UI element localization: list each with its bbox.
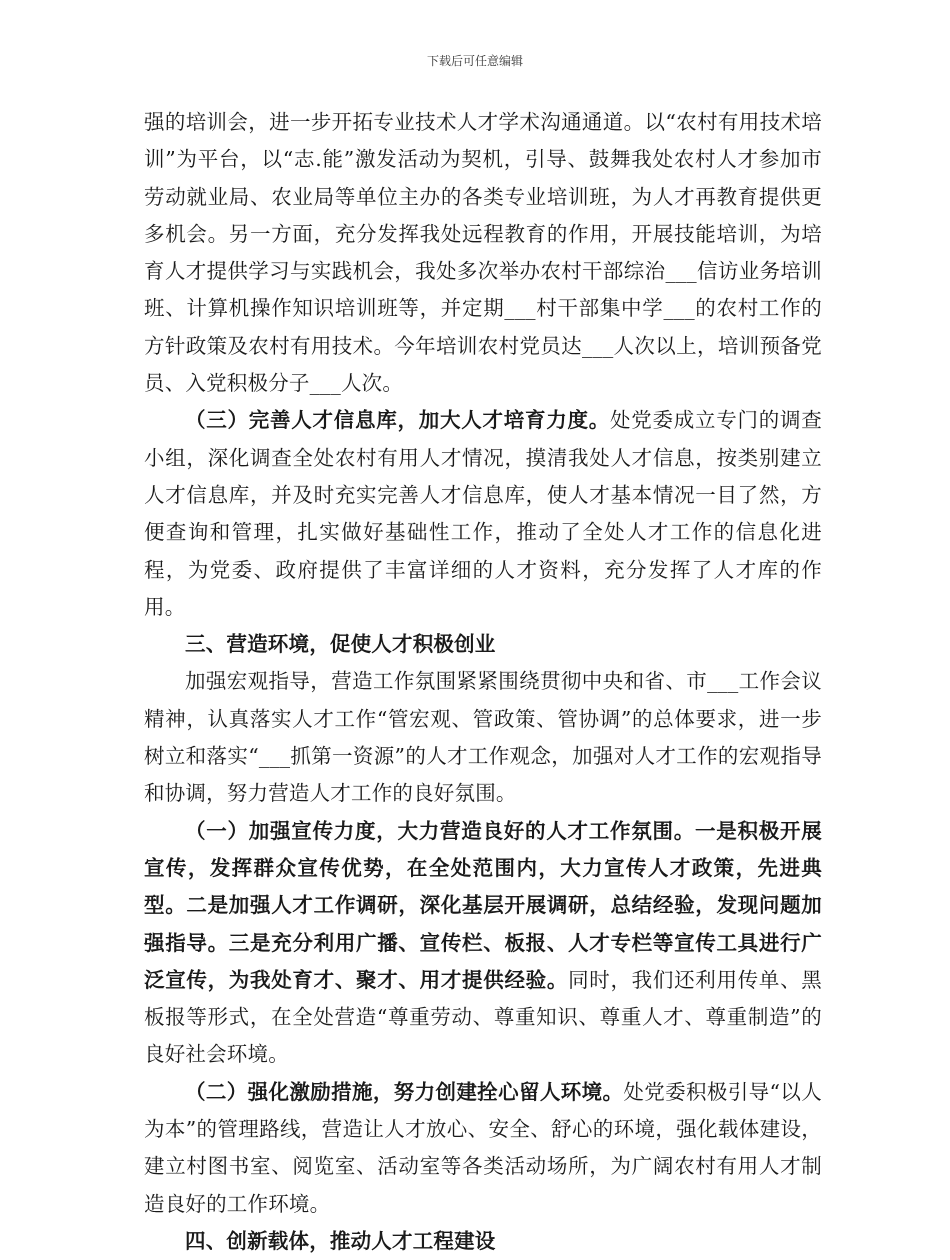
section-heading-innovation-text: 四、创新载体，推动人才工程建设 (185, 1228, 496, 1253)
document-body (144, 104, 822, 1260)
subheading-publicity: （一）加强宣传力度，大力营造良好的人才工作氛围。一是积极开展宣传，发挥群众宣传优势，在全处范围内，大力宣传人才政策，先进典型。二是加强人才工作调研，深化基层开展调研，总结经验，发现问题加强指导。三是充分利用广播、宣传栏、板报、人才专栏等宣传工具进行广泛宣传，为我处育才、聚才、用才提供经验。 (144, 818, 822, 992)
paragraph-training (144, 104, 822, 402)
paragraph-training-text: 强的培训会，进一步开拓专业技术人才学术沟通通道。以“农村有用技术培训”为平台，以“志.能”激发活动为契机，引导、鼓舞我处农村人才参加市劳动就业局、农业局等单位主办的各类专业培训班，为人才再教育提供更多机会。另一方面，充分发挥我处远程教育的作用，开展技能培训，为培育人才提供学习与实践机会，我处多次举办农村干部综治___信访业务培训班、计算机操作知识培训班等，并定期___村干部集中学___的农村工作的方针政策及农村有用技术。今年培训农村党员达___人次以上，培训预备党员、入党积极分子___人次。 (144, 110, 822, 396)
paragraph-talent-database-text: 处党委成立专门的调查小组，深化调查全处农村有用人才情况，摸清我处人才信息，按类别建立人才信息库，并及时充实完善人才信息库，使人才基本情况一目了然，方便查询和管理，扎实做好基础性工作，推动了全处人才工作的信息化进程，为党委、政府提供了丰富详细的人才资料，充分发挥了人才库的作用。 (144, 408, 823, 619)
section-heading-innovation (144, 1223, 822, 1260)
paragraph-talent-database (144, 402, 822, 626)
page-header: 下载后可任意编辑 (426, 54, 523, 68)
subheading-incentives: （二）强化激励措施，努力创建拴心留人环境。 (185, 1079, 624, 1104)
subheading-talent-database: （三）完善人才信息库，加大人才培育力度。 (185, 408, 611, 433)
paragraph-macro-guidance-text: 加强宏观指导，营造工作氛围紧紧围绕贯彻中央和省、市___工作会议精神，认真落实人才工作“管宏观、管政策、管协调”的总体要求，进一步树立和落实“___抓第一资源”的人才工作观念，加强对人才工作的宏观指导和协调，努力营造人才工作的良好氛围。 (144, 669, 822, 806)
paragraph-publicity (144, 813, 822, 1074)
section-heading-environment-text: 三、营造环境，促使人才积极创业 (185, 632, 496, 657)
section-heading-environment (144, 626, 822, 663)
paragraph-publicity-text: 同时，我们还利用传单、黑板报等形式，在全处营造“尊重劳动、尊重知识、尊重人才、尊重制造”的良好社会环境。 (144, 967, 822, 1067)
paragraph-incentives (144, 1074, 822, 1223)
paragraph-macro-guidance (144, 663, 822, 812)
paragraph-incentives-text: 处党委积极引导“以人为本”的管理路线，营造让人才放心、安全、舒心的环境，强化载体建设，建立村图书室、阅览室、活动室等各类活动场所，为广阔农村有用人才制造良好的工作环境。 (144, 1079, 822, 1216)
